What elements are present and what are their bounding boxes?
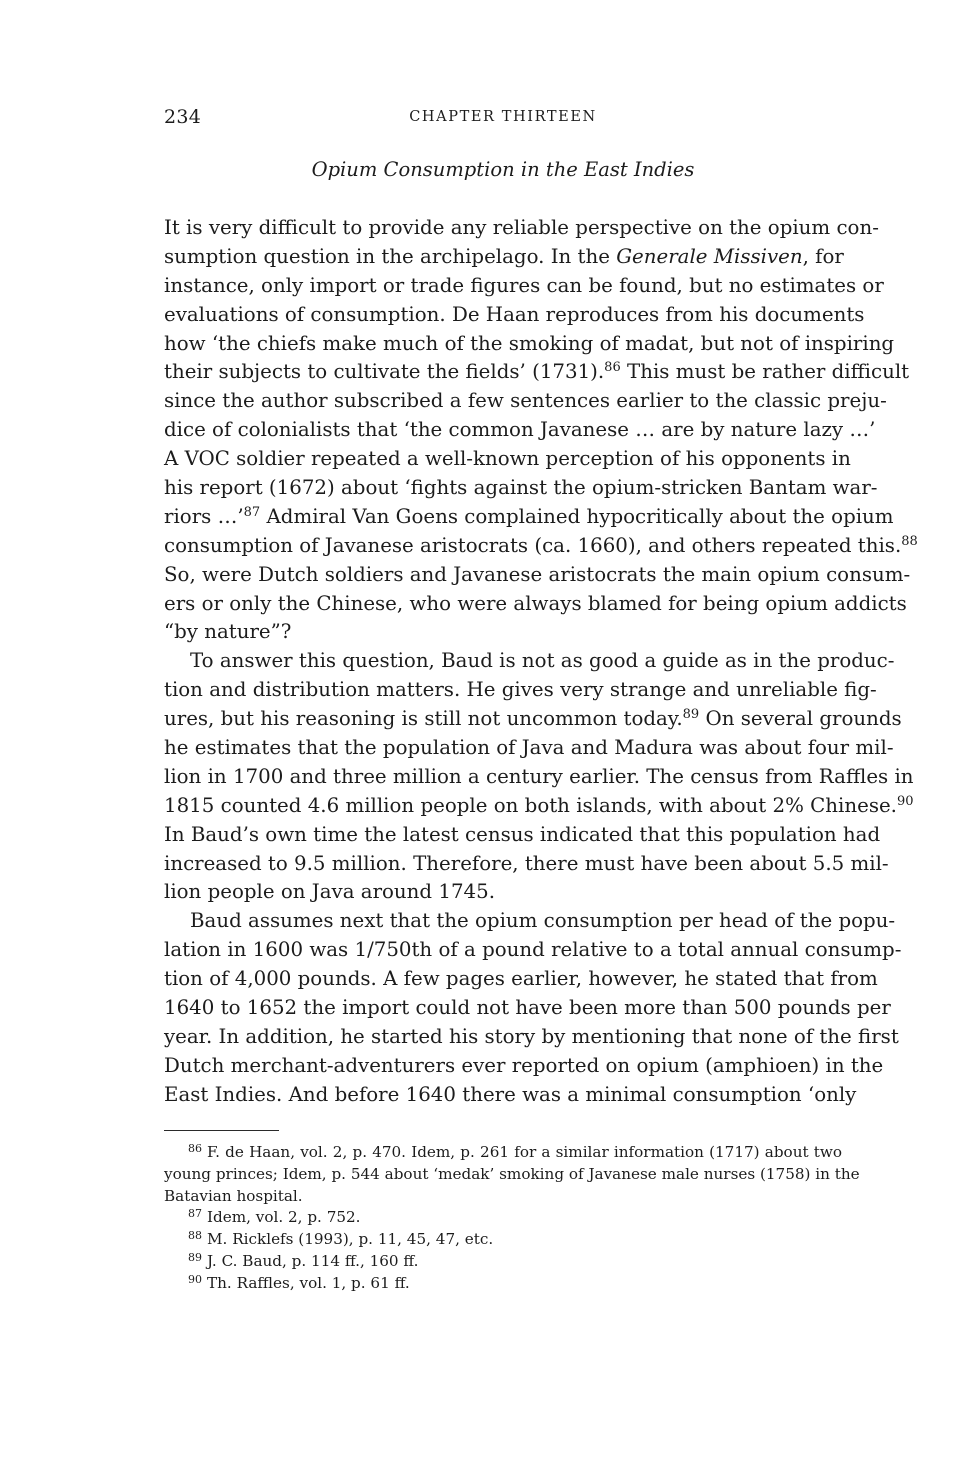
body-line: sumption question in the archipelago. In the Generale Missiven, for <box>164 244 844 268</box>
body-line: 1815 counted 4.6 million people on both islands, with about 2% Chinese.$^{90}$ <box>164 793 914 817</box>
body-line: consumption of Javanese aristocrats (ca. 1660), and others repeated this.$^{88}$ <box>164 533 918 557</box>
italic-title: Generale Missiven <box>616 244 803 268</box>
body-line: So, were Dutch soldiers and Javanese aristocrats the main opium consum- <box>164 562 911 586</box>
body-line: lation in 1600 was 1/750th of a pound relative to a total annual consump- <box>164 938 902 962</box>
body-line: A VOC soldier repeated a well-known perception of his opponents in <box>164 447 851 471</box>
page-number: 234 <box>164 106 202 128</box>
body-line: Baud assumes next that the opium consumption per head of the popu- <box>190 909 896 933</box>
body-line: he estimates that the population of Java and Madura was about four mil- <box>164 736 894 760</box>
footnote-89: $^{89}$ J. C. Baud, p. 114 ff., 160 ff. <box>188 1250 419 1270</box>
body-line: East Indies. And before 1640 there was a minimal consumption ‘only <box>164 1082 857 1106</box>
footnote-88: $^{88}$ M. Ricklefs (1993), p. 11, 45, 47, etc. <box>188 1229 494 1249</box>
body-line: year. In addition, he started his story by mentioning that none of the first <box>164 1024 899 1048</box>
body-line: ures, but his reasoning is still not uncommon today.$^{89}$ On several grounds <box>164 707 902 731</box>
body-line: his report (1672) about ‘fights against the opium-stricken Bantam war- <box>164 476 878 500</box>
footnote-86-cont: Batavian hospital. <box>164 1186 303 1205</box>
body-line: their subjects to cultivate the fields’ (1731).$^{86}$ This must be rather difficult <box>164 360 910 384</box>
body-line: tion and distribution matters. He gives very strange and unreliable fig- <box>164 678 877 702</box>
body-line: To answer this question, Baud is not as good a guide as in the produc- <box>190 649 895 673</box>
body-line: evaluations of consumption. De Haan reproduces from his documents <box>164 302 865 326</box>
footnote-86: $^{86}$ F. de Haan, vol. 2, p. 470. Idem, p. 261 for a similar information (1717) about two <box>188 1142 842 1161</box>
section-title: Opium Consumption in the East Indies <box>311 158 695 181</box>
footnote-ref-89[interactable]: 89 <box>682 707 700 723</box>
body-line: riors …’$^{87}$ Admiral Van Goens complained hypocritically about the opium <box>164 504 894 528</box>
footnote-number: 90 <box>188 1272 202 1286</box>
footnote-ref-87[interactable]: 87 <box>243 504 261 520</box>
body-line: since the author subscribed a few sentences earlier to the classic preju- <box>164 389 887 413</box>
footnote-87: $^{87}$ Idem, vol. 2, p. 752. <box>188 1207 361 1227</box>
body-line: instance, only import or trade figures can be found, but no estimates or <box>164 273 884 297</box>
footnote-number: 86 <box>188 1142 202 1155</box>
body-line: lion people on Java around 1745. <box>164 880 495 904</box>
footnote-number: 88 <box>188 1229 202 1243</box>
footnote-90: $^{90}$ Th. Raffles, vol. 1, p. 61 ff. <box>188 1272 410 1292</box>
footnote-number: 89 <box>188 1250 202 1264</box>
body-line: increased to 9.5 million. Therefore, there must have been about 5.5 mil- <box>164 851 889 875</box>
running-head: CHAPTER THIRTEEN <box>409 109 597 125</box>
body-line: how ‘the chiefs make much of the smoking of madat, but not of inspiring <box>164 331 895 355</box>
body-line: dice of colonialists that ‘the common Javanese … are by nature lazy …’ <box>164 418 876 442</box>
footnote-ref-88[interactable]: 88 <box>901 533 918 549</box>
body-line: Dutch merchant-adventurers ever reported on opium (amphioen) in the <box>164 1053 884 1077</box>
body-line: “by nature”? <box>164 620 292 644</box>
footnote-divider <box>164 1130 279 1131</box>
footnote-ref-86[interactable]: 86 <box>604 360 621 376</box>
body-line: tion of 4,000 pounds. A few pages earlier, however, he stated that from <box>164 967 878 991</box>
footnote-ref-90[interactable]: 90 <box>896 793 914 809</box>
body-line: In Baud’s own time the latest census indicated that this population had <box>164 822 881 846</box>
body-line: lion in 1700 and three million a century earlier. The census from Raffles in <box>164 764 914 788</box>
footnote-86-cont: young princes; Idem, p. 544 about ‘medak’ smoking of Javanese male nurses (1758) in the <box>164 1164 860 1183</box>
body-line: ers or only the Chinese, who were always blamed for being opium addicts <box>164 591 907 615</box>
body-line: 1640 to 1652 the import could not have been more than 500 pounds per <box>164 996 891 1020</box>
body-text <box>164 214 918 1110</box>
footnote-number: 87 <box>188 1207 202 1221</box>
body-line: It is very difficult to provide any reliable perspective on the opium con- <box>164 216 879 239</box>
footnotes <box>164 1142 860 1295</box>
